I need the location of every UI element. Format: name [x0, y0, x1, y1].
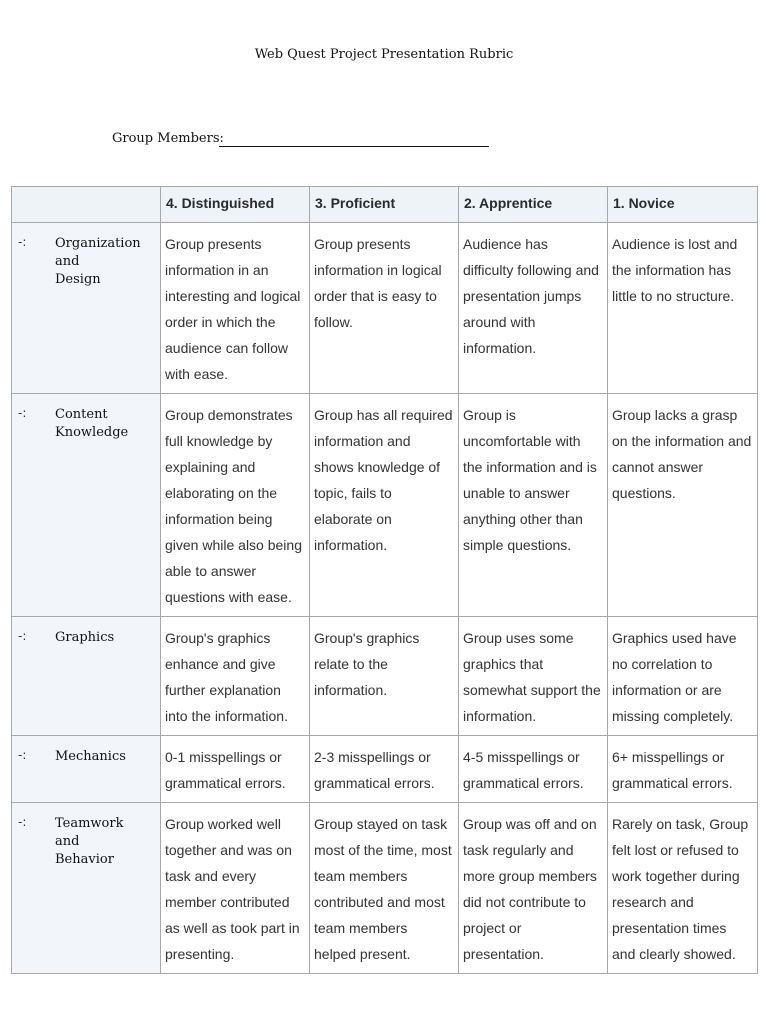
rubric-cell: Group stayed on task most of the time, most team members contributed and most team members helped present.	[310, 803, 459, 974]
rubric-cell: Group was off and on task regularly and more group members did not contribute to project or presentation.	[459, 803, 608, 974]
rubric-cell: Group presents information in logical order that is easy to follow.	[310, 223, 459, 394]
table-row	[12, 803, 758, 974]
group-members-label: Group Members:	[112, 131, 224, 146]
criterion-line: Knowledge	[55, 425, 129, 440]
rubric-cell: Group presents information in an interesting and logical order in which the audience can follow with ease.	[161, 223, 310, 394]
criterion-cell	[12, 617, 161, 736]
criterion-name: Graphics	[55, 630, 115, 645]
group-members-blank-line	[219, 146, 489, 147]
rubric-cell: Group is uncomfortable with the information and is unable to answer anything other than simple questions.	[459, 394, 608, 617]
rubric-cell: Group has all required information and shows knowledge of topic, fails to elaborate on information.	[310, 394, 459, 617]
row-marker: -:	[18, 815, 27, 829]
criterion-name	[55, 406, 155, 442]
criterion-cell	[12, 736, 161, 803]
rubric-cell: Group demonstrates full knowledge by explaining and elaborating on the information being given while also being able to answer questions with ease.	[161, 394, 310, 617]
rubric-cell: Group lacks a grasp on the information and cannot answer questions.	[608, 394, 758, 617]
table-row	[12, 223, 758, 394]
table-row	[12, 394, 758, 617]
rubric-cell: Audience is lost and the information has little to no structure.	[608, 223, 758, 394]
criterion-name	[55, 815, 155, 869]
header-row	[12, 187, 758, 223]
rubric-cell: 6+ misspellings or grammatical errors.	[608, 736, 758, 803]
criterion-line: and	[55, 254, 80, 269]
document-title: Web Quest Project Presentation Rubric	[254, 47, 514, 62]
criterion-line: Behavior	[55, 852, 114, 867]
row-marker: -:	[18, 235, 27, 249]
rubric-cell: Group's graphics relate to the information.	[310, 617, 459, 736]
criterion-cell	[12, 394, 161, 617]
header-criteria	[12, 187, 161, 223]
rubric-cell: 2-3 misspellings or grammatical errors.	[310, 736, 459, 803]
row-marker: -:	[18, 748, 27, 762]
header-novice: 1. Novice	[608, 187, 758, 223]
rubric-cell: Graphics used have no correlation to information or are missing completely.	[608, 617, 758, 736]
criterion-line: Teamwork	[55, 816, 124, 831]
rubric-cell: Audience has difficulty following and presentation jumps around with information.	[459, 223, 608, 394]
header-proficient: 3. Proficient	[310, 187, 459, 223]
header-distinguished: 4. Distinguished	[161, 187, 310, 223]
criterion-name	[55, 235, 155, 289]
row-marker: -:	[18, 406, 27, 420]
criterion-line: and	[55, 834, 80, 849]
row-marker: -:	[18, 629, 27, 643]
rubric-cell: 4-5 misspellings or grammatical errors.	[459, 736, 608, 803]
table-row	[12, 617, 758, 736]
rubric-cell: Group worked well together and was on task and every member contributed as well as took part in presenting.	[161, 803, 310, 974]
rubric-cell: 0-1 misspellings or grammatical errors.	[161, 736, 310, 803]
criterion-cell	[12, 803, 161, 974]
rubric-cell: Group uses some graphics that somewhat support the information.	[459, 617, 608, 736]
header-apprentice: 2. Apprentice	[459, 187, 608, 223]
criterion-line: Organization	[55, 236, 141, 251]
rubric-cell: Rarely on task, Group felt lost or refused to work together during research and presentation times and clearly showed.	[608, 803, 758, 974]
rubric-table	[11, 186, 758, 974]
table-row	[12, 736, 758, 803]
criterion-cell	[12, 223, 161, 394]
criterion-line: Design	[55, 272, 101, 287]
rubric-cell: Group's graphics enhance and give further explanation into the information.	[161, 617, 310, 736]
criterion-name: Mechanics	[55, 749, 126, 764]
criterion-line: Content	[55, 407, 108, 422]
